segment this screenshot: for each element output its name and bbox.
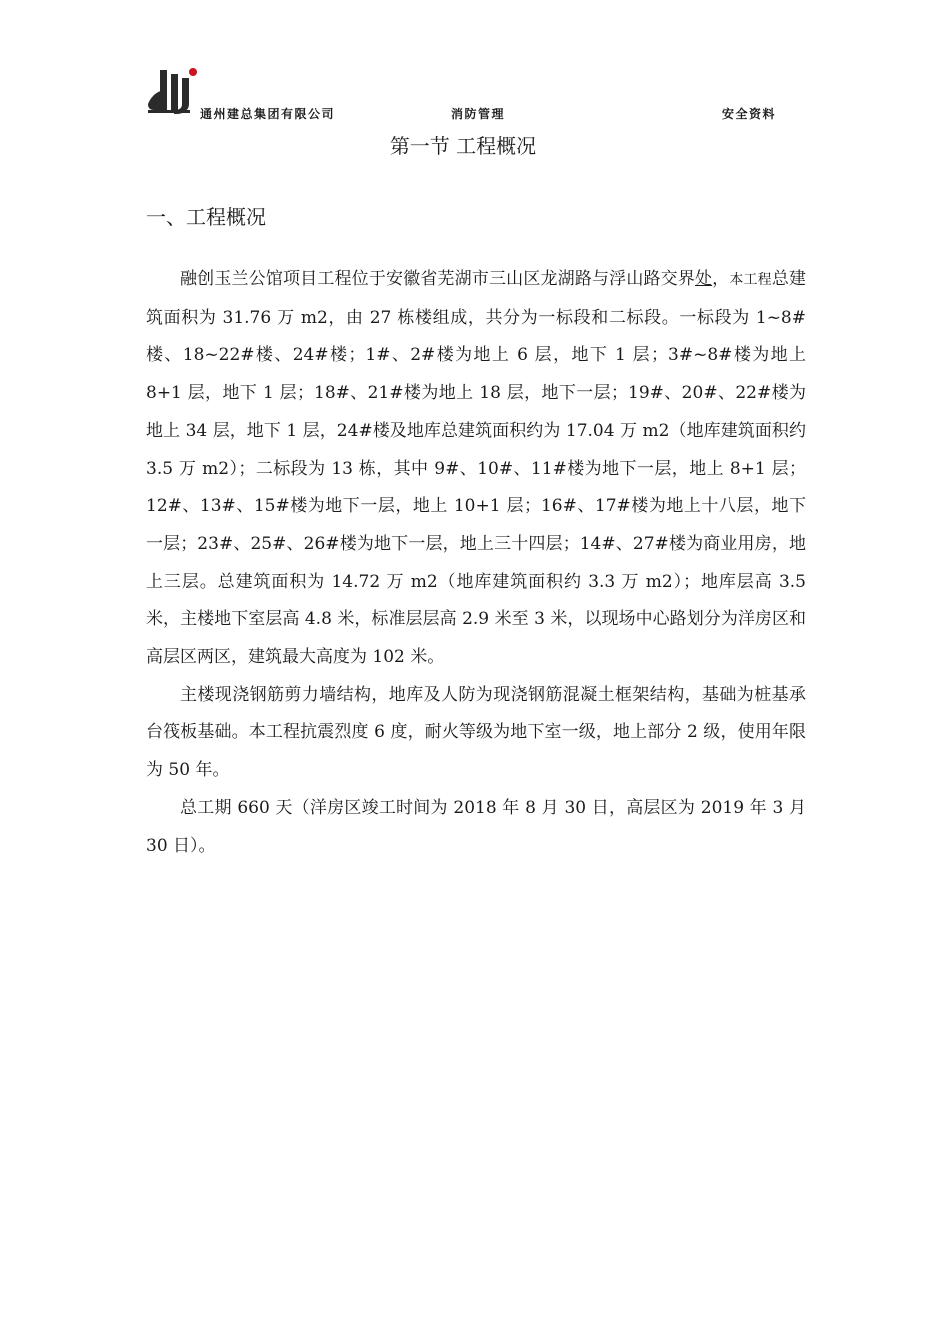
page-title bbox=[0, 130, 950, 159]
header-company-name: 通州建总集团有限公司 bbox=[200, 107, 336, 121]
page-title-text: 第一节 工程概况 bbox=[389, 134, 537, 158]
header-center-label: 消防管理 bbox=[451, 107, 506, 121]
section-heading: 一、工程概况 bbox=[146, 205, 266, 229]
paragraph-text: 融创玉兰公馆项目工程位于安徽省芜湖市三山区龙湖路与浮山路交界 bbox=[180, 269, 695, 289]
body-content bbox=[146, 261, 806, 865]
company-logo-icon bbox=[146, 64, 202, 116]
underlined-text: 处 bbox=[695, 269, 713, 289]
small-text: 本工程 bbox=[729, 272, 772, 288]
paragraph-text: 总建筑面积为 31.76 万 m2，由 27 栋楼组成，共分为一标段和二标段。一标段为 1~8#楼、18~22#楼、24#楼；1#、2#楼为地上 6 层，地下 1 层；3#~8#楼为地上 8+1 层，地下 1 层；18#、21#楼为地上 18 层，地下一层；19#、20#、22#楼为地上 34 层，地下 1 层，24#楼及地库总建筑面积约为 17.04 万 m2（地库建筑面积约 3.5 万 m2）；二标段为 13 栋，其中 9#、10#、11#楼为地下一层，地上 8+1 层；12#、13#、15#楼为地下一层，地上 10+1 层；16#、17#楼为地上十八层，地下一层；23#、25#、26#楼为地下一层，地上三十四层；14#、27#楼为商业用房，地上三层。总建筑面积为 14.72 万 m2（地库建筑面积约 3.3 万 m2）；地库层高 3.5 米，主楼地下室层高 4.8 米，标准层层高 2.9 米至 3 米，以现场中心路划分为洋房区和高层区两区，建筑最大高度为 102 米。 bbox=[146, 269, 807, 668]
header-right-label: 安全资料 bbox=[722, 107, 777, 121]
paragraph-structure: 主楼现浇钢筋剪力墙结构，地库及人防为现浇钢筋混凝土框架结构，基础为桩基承台筏板基础。本工程抗震烈度 6 度，耐火等级为地下室一级，地上部分 2 级，使用年限为 50 年。 bbox=[146, 684, 806, 781]
paragraph-text: ， bbox=[712, 269, 730, 289]
paragraph-overview bbox=[146, 261, 806, 677]
paragraph-schedule: 总工期 660 天（洋房区竣工时间为 2018 年 8 月 30 日，高层区为 2019 年 3 月 30 日）。 bbox=[146, 797, 806, 856]
